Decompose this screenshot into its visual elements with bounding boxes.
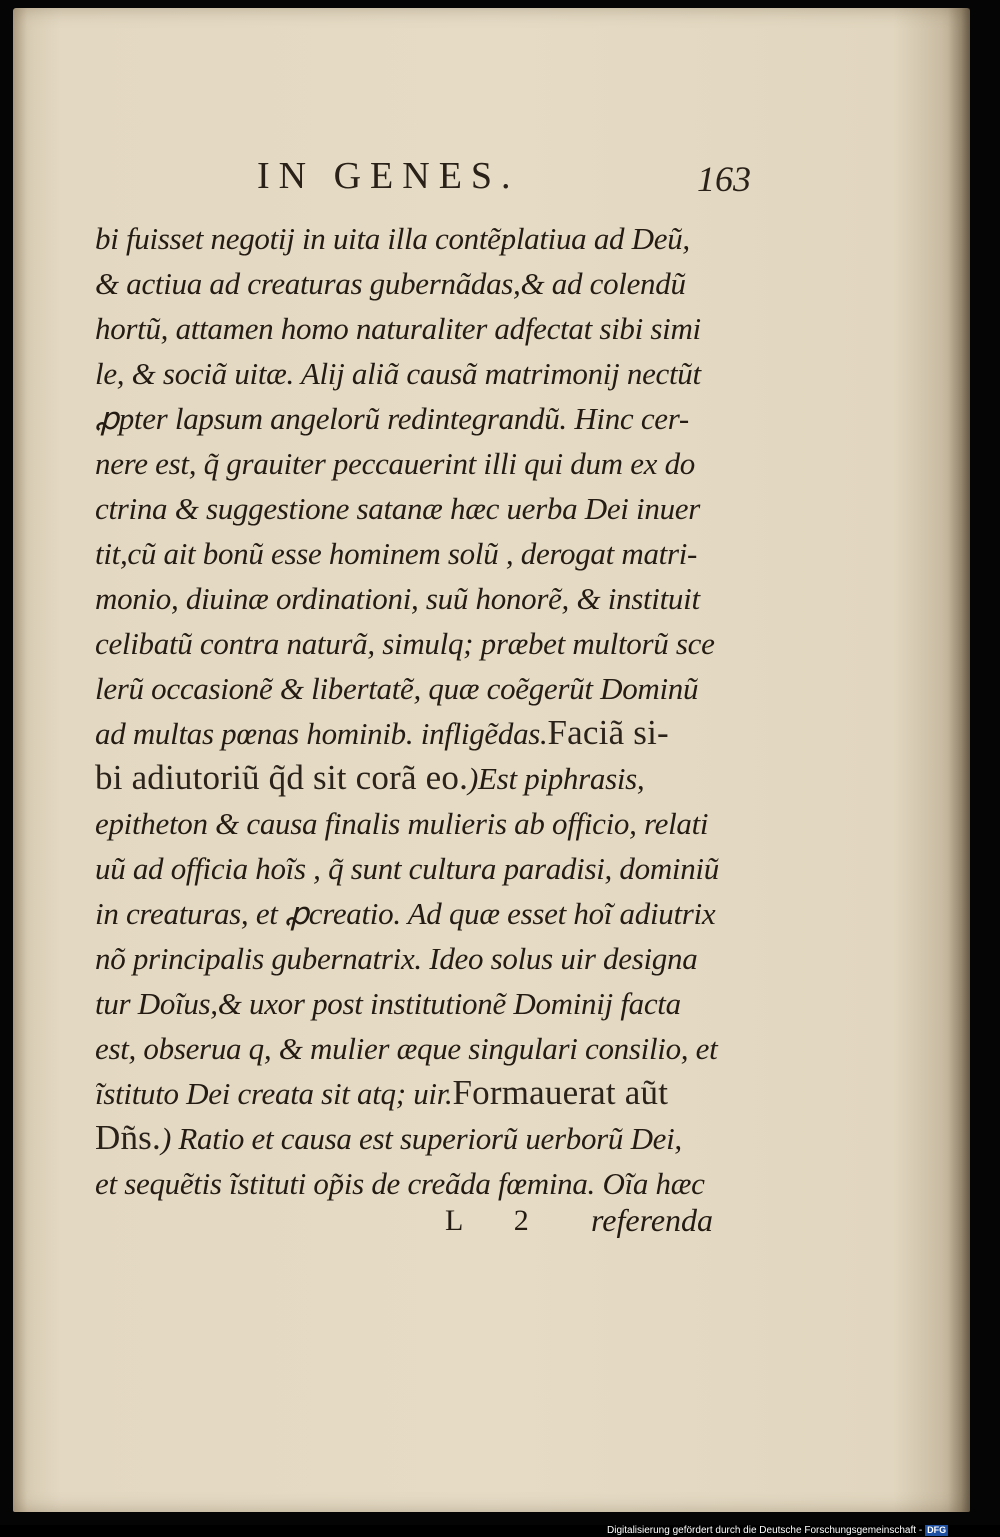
line-text: hortũ, attamen homo naturaliter adfectat sibi simi [95, 311, 701, 346]
page-edge-shadow [948, 8, 970, 1512]
page-foot [95, 1204, 785, 1249]
line-text: ctrina & suggestione satanæ hæc uerba Dei inuer [95, 491, 700, 526]
text-line [95, 350, 785, 395]
text-line [95, 890, 785, 935]
folio-number: 163 [697, 159, 751, 199]
line-text: ad multas pœnas hominib. infligẽdas. [95, 716, 548, 751]
lemma-text: bi adiutoriũ q̃d sit corã eo. [95, 758, 469, 797]
dfg-logo: DFG [927, 1525, 947, 1535]
text-line [95, 530, 785, 575]
line-text: est, obserua q, & mulier æque singulari consilio, et [95, 1031, 718, 1066]
text-line [95, 755, 785, 800]
line-text: epitheton & causa finalis mulieris ab officio, relati [95, 806, 709, 841]
running-head-title: IN GENES. [257, 155, 520, 197]
line-text: & actiua ad creaturas gubernãdas,& ad colendũ [95, 266, 686, 301]
dfg-attribution [607, 1525, 948, 1537]
text-line [95, 485, 785, 530]
text-line [95, 665, 785, 710]
text-line [95, 440, 785, 485]
text-line [95, 260, 785, 305]
text-line [95, 1070, 785, 1115]
text-line [95, 980, 785, 1025]
line-text: monio, diuinæ ordinationi, suũ honorẽ, & instituit [95, 581, 700, 616]
line-text: ) Ratio et causa est superiorũ uerborũ Dei, [160, 1121, 682, 1156]
lemma-text: Dñs. [95, 1118, 161, 1157]
line-text: ĩstituto Dei creata sit atq; uir. [95, 1076, 453, 1111]
running-head [245, 154, 765, 204]
signature-mark: L 2 [445, 1204, 551, 1237]
line-text: ꝓpter lapsum angelorũ redintegrandũ. Hinc cer- [95, 401, 689, 436]
body-text [95, 215, 785, 1205]
lemma-text: Faciã si- [547, 713, 669, 752]
text-line [95, 575, 785, 620]
line-text: uũ ad officia hoĩs , q̃ sunt cultura paradisi, dominiũ [95, 851, 719, 886]
text-line [95, 935, 785, 980]
line-text: tit,cũ ait bonũ esse hominem solũ , derogat matri- [95, 536, 698, 571]
line-text: celibatũ contra naturã, simulq; præbet multorũ sce [95, 626, 715, 661]
line-text: nõ principalis gubernatrix. Ideo solus uir designa [95, 941, 698, 976]
text-line [95, 395, 785, 440]
text-line [95, 1025, 785, 1070]
line-text: lerũ occasionẽ & libertatẽ, quæ coẽgerũt Dominũ [95, 671, 699, 706]
line-text: tur Doĩus,& uxor post institutionẽ Dominij facta [95, 986, 681, 1021]
text-line [95, 620, 785, 665]
text-line [95, 305, 785, 350]
line-text: bi fuisset negotij in uita illa contẽplatiua ad Deũ, [95, 221, 690, 256]
line-text: in creaturas, et ꝓcreatio. Ad quæ esset hoĩ adiutrix [95, 896, 716, 931]
text-line [95, 710, 785, 755]
line-text: et sequẽtis ĩstituti op̃is de creãda fœmina. Oĩa hæc [95, 1166, 705, 1201]
line-text: )Est piphrasis, [468, 761, 645, 796]
text-line [95, 800, 785, 845]
attribution-text: Digitalisierung gefördert durch die Deutsche Forschungsgemeinschaft - [607, 1525, 923, 1536]
text-line [95, 845, 785, 890]
line-text: le, & sociã uitæ. Alij aliã causã matrimonij nectũt [95, 356, 701, 391]
text-line [95, 1160, 785, 1205]
lemma-text: Formauerat aũt [452, 1073, 669, 1112]
catchword: referenda [591, 1202, 714, 1238]
text-line [95, 1115, 785, 1160]
text-line [95, 215, 785, 260]
line-text: nere est, q̃ grauiter peccauerint illi qui dum ex do [95, 446, 695, 481]
book-page [13, 8, 970, 1512]
